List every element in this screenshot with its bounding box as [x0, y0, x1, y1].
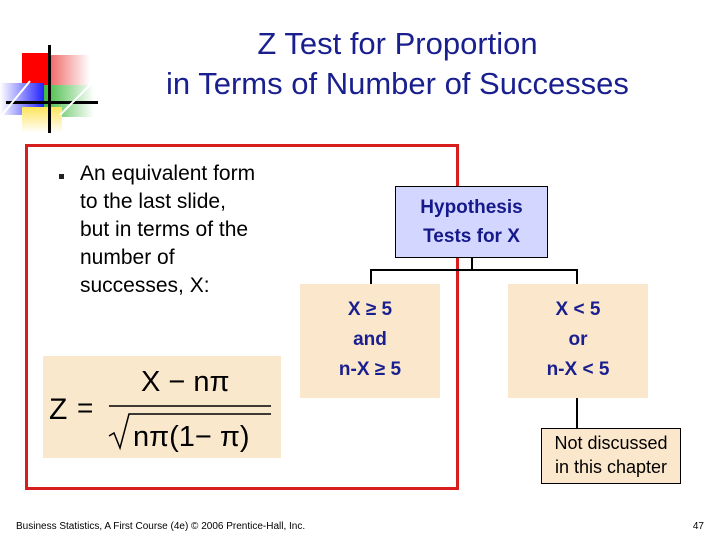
- formula-numerator: X − nπ: [141, 366, 230, 398]
- note-line: in this chapter: [554, 457, 668, 477]
- title-line-2: in Terms of Number of Successes: [166, 66, 629, 101]
- bullet-text: [80, 160, 300, 300]
- node-line: Hypothesis: [420, 197, 523, 218]
- bullet-line: to the last slide,: [80, 190, 226, 213]
- bullet-square-icon: [59, 174, 64, 179]
- node-line: n-X < 5: [546, 359, 610, 380]
- bullet-line: An equivalent form: [80, 162, 256, 185]
- connector-right-to-note: [576, 398, 578, 428]
- logo-diagonal-lines: [0, 75, 96, 115]
- node-line: Tests for X: [423, 226, 520, 247]
- node-line: and: [353, 329, 387, 350]
- title-line-1: Z Test for Proportion: [257, 26, 538, 61]
- node-line: X ≥ 5: [347, 299, 393, 320]
- small-sample-node: [508, 284, 648, 398]
- note-line: Not discussed: [554, 433, 668, 453]
- corner-logo: [0, 45, 100, 135]
- formula-lhs: Z: [49, 393, 68, 426]
- formula-box: [43, 356, 281, 458]
- page-number: 47: [692, 521, 704, 532]
- bullet-line: but in terms of the: [80, 218, 249, 241]
- bullet-line: number of: [80, 246, 175, 269]
- footer-source: Business Statistics, A First Course (4e) © 2006 Prentice-Hall, Inc.: [16, 521, 306, 532]
- formula-equals: =: [77, 392, 94, 423]
- hypothesis-tests-node: [395, 186, 548, 258]
- node-line: or: [568, 329, 588, 350]
- connector-right-down: [576, 269, 578, 284]
- node-line: n-X ≥ 5: [338, 359, 402, 380]
- node-line: X < 5: [555, 299, 601, 320]
- large-sample-node: [300, 284, 440, 398]
- connector-left-down: [370, 269, 372, 284]
- connector-horizontal: [370, 269, 578, 271]
- bullet-line: successes, X:: [80, 274, 210, 297]
- z-formula: [43, 356, 281, 458]
- formula-denominator: nπ(1− π): [133, 421, 250, 453]
- not-discussed-note: [541, 428, 681, 484]
- slide-title: [110, 24, 685, 104]
